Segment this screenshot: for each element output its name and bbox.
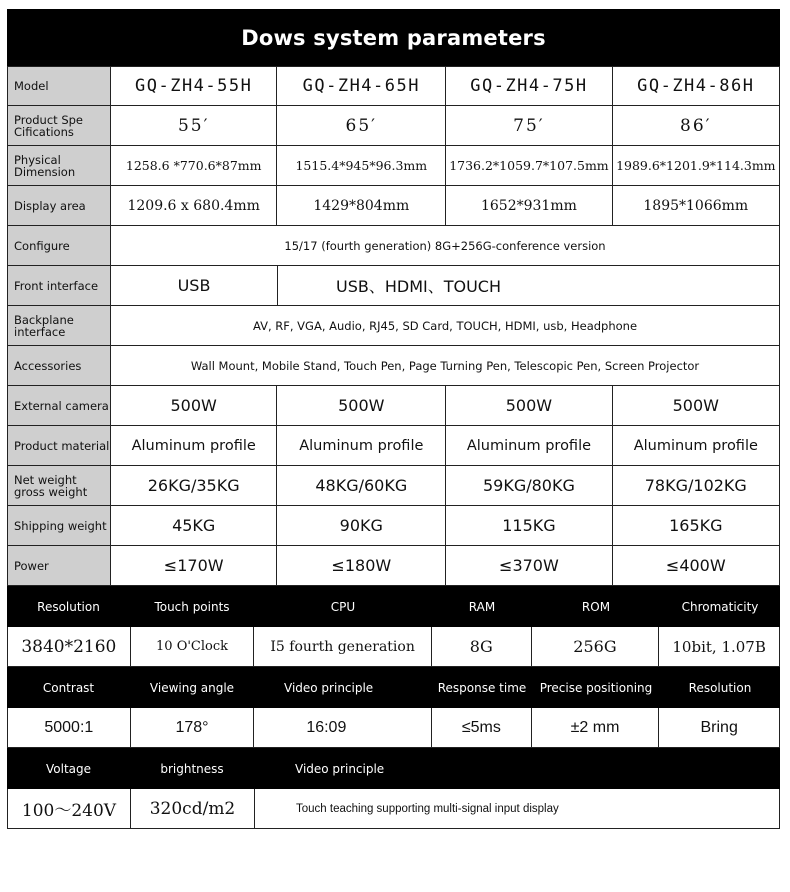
weight-75: 59KG/80KG [446, 466, 612, 505]
shipping-86: 165KG [669, 516, 723, 535]
row-configure [7, 226, 780, 266]
header-cell: Video principle [295, 761, 385, 776]
row-label: Model [8, 67, 111, 105]
header-cell: Touch points [154, 599, 230, 614]
spec-sheet [7, 9, 780, 829]
power-65: ≤180W [277, 546, 446, 585]
camera-75: 500W [446, 386, 612, 425]
value-cell: 5000:1 [8, 708, 131, 747]
material-75: Aluminum profile [446, 426, 612, 465]
material-65: Aluminum profile [277, 426, 446, 465]
value-cell: 10bit, 1.07B [672, 637, 766, 656]
spec-55: 55′ [111, 106, 277, 145]
value-cell: 178° [131, 708, 255, 747]
display-65: 1429*804mm [277, 186, 446, 225]
camera-55: 500W [111, 386, 277, 425]
header-row-1 [7, 586, 780, 627]
row-dimension [7, 146, 780, 186]
row-label: Configure [8, 226, 111, 265]
model-75: GQ-ZH4-75H [446, 67, 612, 105]
spec-65: 65′ [277, 106, 446, 145]
header-cell: Precise positioning [539, 680, 653, 695]
header-cell: Resolution [37, 599, 100, 614]
material-86: Aluminum profile [633, 437, 758, 454]
dimension-55: 1258.6 *770.6*87mm [111, 146, 277, 185]
header-cell: CPU [330, 599, 356, 614]
value-cell: 10 O'Clock [131, 627, 255, 666]
display-75: 1652*931mm [446, 186, 612, 225]
value-cell: 3840*2160 [8, 627, 131, 666]
row-label: Product material [8, 426, 111, 465]
row-front-interface [7, 266, 780, 306]
dimension-75: 1736.2*1059.7*107.5mm [446, 146, 612, 185]
row-label: Front interface [8, 266, 111, 305]
power-55: ≤170W [111, 546, 277, 585]
value-row-1 [7, 627, 780, 667]
row-label: Backplane interface [8, 306, 111, 345]
model-86: GQ-ZH4-86H [637, 76, 755, 96]
spec-75: 75′ [446, 106, 612, 145]
shipping-55: 45KG [111, 506, 277, 545]
backplane-value: AV, RF, VGA, Audio, RJ45, SD Card, TOUCH, HDMI, usb, Headphone [252, 318, 638, 333]
header-cell: Resolution [688, 680, 752, 695]
row-shipping [7, 506, 780, 546]
header-cell: brightness [160, 761, 224, 776]
camera-86: 500W [672, 396, 719, 415]
header-cell: Chromaticity [681, 599, 759, 614]
header-cell: Response time [437, 680, 527, 695]
page-title: Dows system parameters [7, 9, 780, 66]
power-75: ≤370W [446, 546, 612, 585]
row-model [7, 66, 780, 106]
spec-86: 86′ [680, 115, 712, 136]
camera-65: 500W [277, 386, 446, 425]
row-label: Power [8, 546, 111, 585]
dimension-86: 1989.6*1201.9*114.3mm [616, 158, 776, 173]
header-row-2 [7, 667, 780, 708]
row-camera [7, 386, 780, 426]
value-cell: ±2 mm [532, 708, 660, 747]
display-55: 1209.6 x 680.4mm [111, 186, 277, 225]
model-55: GQ-ZH4-55H [111, 67, 277, 105]
header-row-3 [7, 748, 780, 789]
shipping-75: 115KG [446, 506, 612, 545]
accessories-value: Wall Mount, Mobile Stand, Touch Pen, Page Turning Pen, Telescopic Pen, Screen Projector [190, 358, 700, 373]
row-label: Net weight gross weight [8, 466, 111, 505]
value-cell: Bring [700, 718, 738, 736]
header-cell: Viewing angle [149, 680, 235, 695]
value-cell: 256G [532, 627, 660, 666]
row-label: External camera [8, 386, 111, 425]
value-row-2 [7, 708, 780, 748]
front-interface-others: USB、HDMI、TOUCH [336, 277, 502, 296]
front-interface-55: USB [111, 266, 278, 305]
material-55: Aluminum profile [111, 426, 277, 465]
power-86: ≤400W [665, 556, 726, 575]
value-cell: 320cd/m2 [131, 789, 255, 828]
header-cell: Contrast [42, 680, 95, 695]
value-cell: I5 fourth generation [254, 627, 432, 666]
header-cell: Voltage [45, 761, 91, 776]
row-spec [7, 106, 780, 146]
header-cell: Video principle [284, 680, 374, 695]
value-cell: ≤5ms [432, 708, 532, 747]
display-86: 1895*1066mm [643, 197, 749, 214]
row-display-area [7, 186, 780, 226]
row-label: Accessories [8, 346, 111, 385]
dimension-65: 1515.4*945*96.3mm [277, 146, 446, 185]
row-backplane [7, 306, 780, 346]
header-cell: RAM [468, 599, 496, 614]
model-65: GQ-ZH4-65H [277, 67, 446, 105]
value-cell: 100～240V [8, 789, 131, 828]
row-label: Product Spe Cifications [8, 106, 111, 145]
row-label: Shipping weight [8, 506, 111, 545]
value-cell: 16:09 [254, 708, 432, 747]
shipping-65: 90KG [277, 506, 446, 545]
row-power [7, 546, 780, 586]
value-row-3 [7, 789, 780, 829]
header-cell: ROM [581, 599, 611, 614]
weight-86: 78KG/102KG [644, 476, 747, 495]
configure-value: 15/17 (fourth generation) 8G+256G-conference version [284, 238, 606, 253]
row-material [7, 426, 780, 466]
value-cell: Touch teaching supporting multi-signal input display [296, 802, 559, 815]
weight-65: 48KG/60KG [277, 466, 446, 505]
row-accessories [7, 346, 780, 386]
row-weight [7, 466, 780, 506]
row-label: Display area [8, 186, 111, 225]
row-label: Physical Dimension [8, 146, 111, 185]
value-cell: 8G [432, 627, 532, 666]
weight-55: 26KG/35KG [111, 466, 277, 505]
